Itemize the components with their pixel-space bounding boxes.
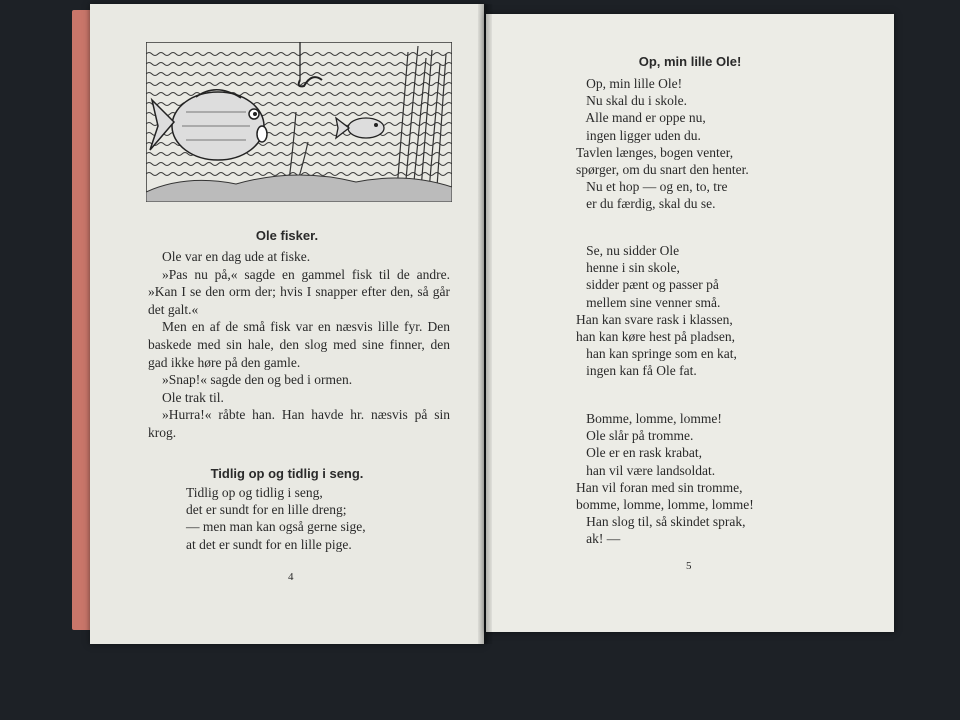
poem-line: Han kan svare rask i klassen, [576, 311, 733, 327]
story-paragraph: Ole var en dag ude at fiske. [162, 249, 311, 264]
book-gutter [478, 4, 492, 644]
story-text [148, 248, 450, 442]
fish-illustration [146, 42, 452, 202]
page-number-left: 4 [288, 571, 294, 583]
poem-line: Alle mand er oppe nu, [576, 110, 706, 126]
poem-line: — men man kan også gerne sige, [186, 519, 366, 535]
poem-left [186, 484, 366, 553]
poem-line: Tidlig op og tidlig i seng, [186, 485, 323, 500]
poem-line: Ole slår på tromme. [576, 428, 694, 444]
poem-line: spørger, om du snart den henter. [576, 162, 749, 178]
poem-title-left: Tidlig op og tidlig i seng. [210, 466, 364, 481]
stanza-2 [576, 242, 737, 380]
poem-line: er du færdig, skal du se. [576, 196, 716, 212]
poem-line: Ole er en rask krabat, [576, 445, 702, 461]
poem-line: det er sundt for en lille dreng; [186, 502, 347, 518]
poem-line: henne i sin skole, [576, 260, 680, 276]
poem-line: Nu skal du i skole. [576, 93, 687, 109]
poem-line: ingen ligger uden du. [576, 127, 701, 143]
poem-line: han kan springe som en kat, [576, 346, 737, 362]
poem-line: Op, min lille Ole! [576, 76, 683, 91]
poem-line: Tavlen længes, bogen venter, [576, 144, 734, 160]
poem-line: han kan køre hest på pladsen, [576, 329, 735, 345]
poem-line: han vil være landsoldat. [576, 462, 716, 478]
poem-line: mellem sine venner små. [576, 294, 721, 310]
poem-line: at det er sundt for en lille pige. [186, 536, 352, 552]
story-paragraph: »Snap!« sagde den og bed i ormen. [162, 372, 353, 388]
stanza-3 [576, 410, 754, 548]
poem-line: ak! — [576, 531, 621, 547]
right-page [486, 14, 894, 632]
poem-line: sidder pænt og passer på [576, 277, 719, 293]
poem-line: Nu et hop — og en, to, tre [576, 179, 728, 195]
poem-line: Se, nu sidder Ole [576, 243, 680, 258]
poem-line: Han vil foran med sin tromme, [576, 479, 743, 495]
story-paragraph: Men en af de små fisk var en næsvis lille fyr. Den baskede med sin hale, den slog med sine finner, den gad ikke høre på den gamle. [148, 319, 450, 370]
left-page [90, 4, 484, 644]
poem-line: bomme, lomme, lomme, lomme! [576, 497, 754, 513]
poem-line: Bomme, lomme, lomme! [576, 411, 722, 426]
story-paragraph: »Hurra!« råbte han. Han havde hr. næsvis på sin krog. [148, 407, 450, 440]
story-paragraph: »Pas nu på,« sagde en gammel fisk til de andre. »Kan I se den orm der; hvis I snapper efter den, så går det galt.« [148, 266, 450, 317]
story-title: Ole fisker. [255, 228, 319, 243]
page-number-right: 5 [686, 560, 692, 572]
poem-title-right: Op, min lille Ole! [638, 54, 742, 69]
poem-line: ingen kan få Ole fat. [576, 363, 697, 379]
story-paragraph: Ole trak til. [162, 389, 224, 405]
stanza-1 [576, 75, 749, 213]
poem-line: Han slog til, så skindet sprak, [576, 514, 746, 530]
